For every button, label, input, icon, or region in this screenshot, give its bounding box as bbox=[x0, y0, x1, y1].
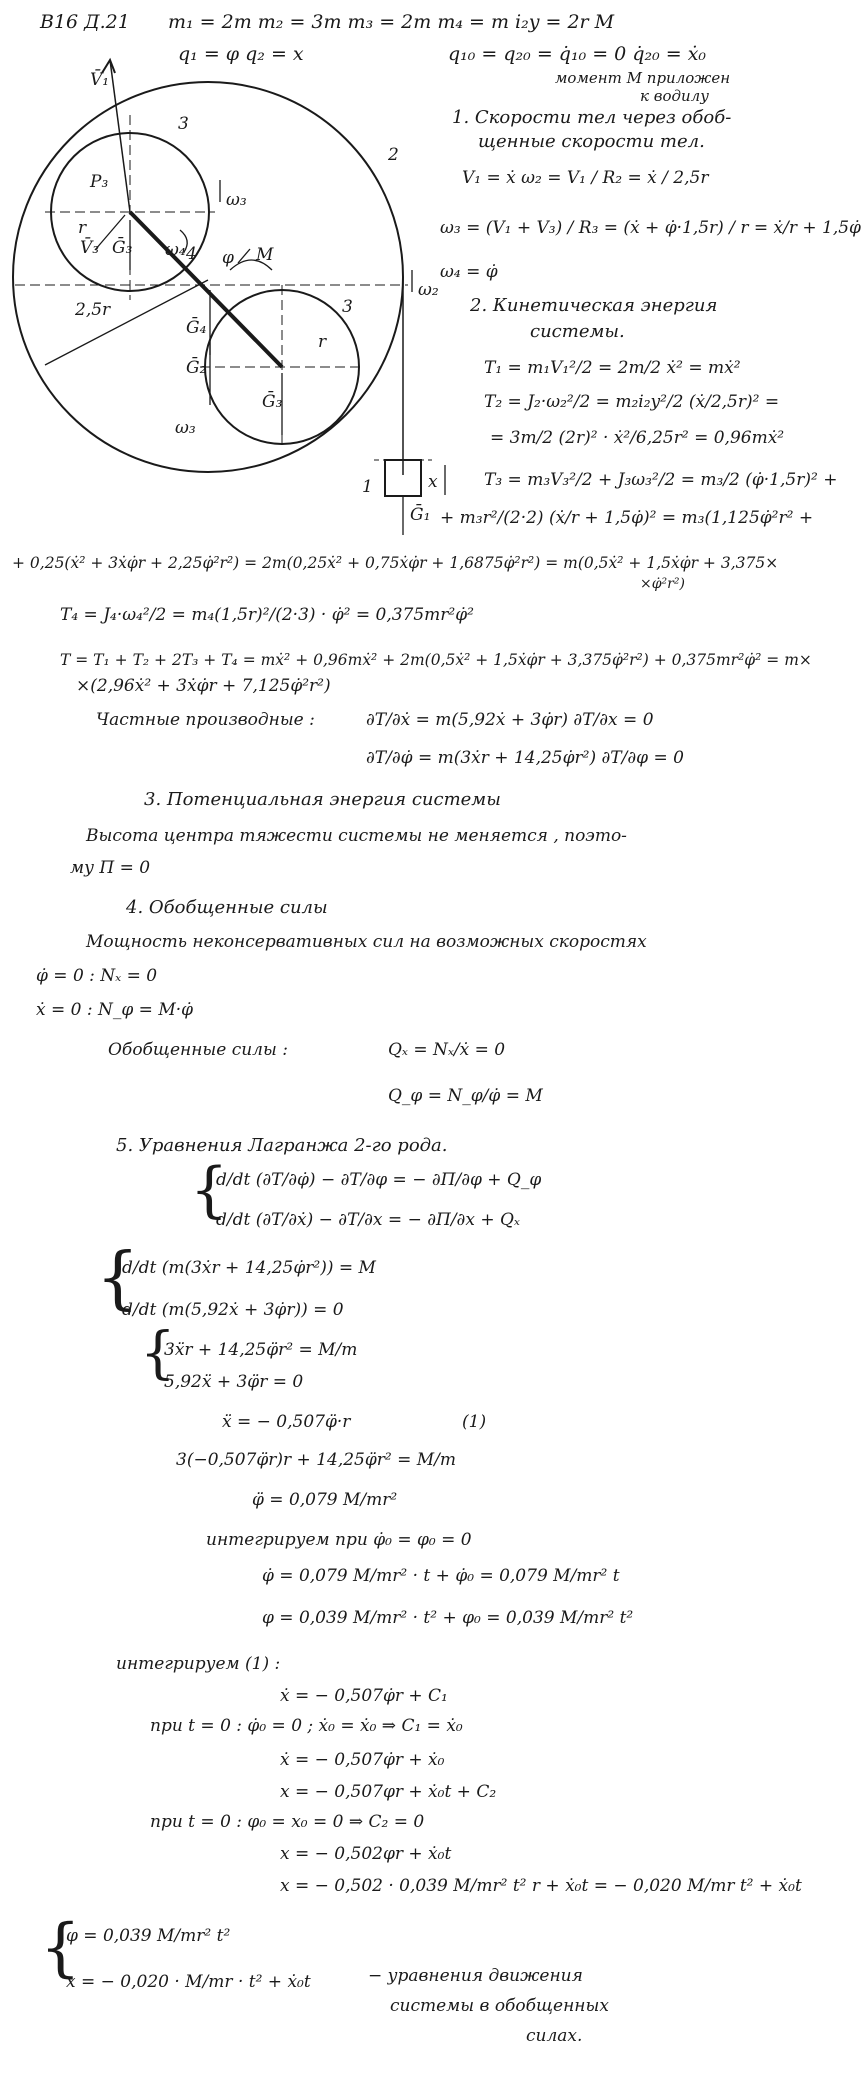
body3-bottom-number: 3 bbox=[342, 297, 353, 317]
omega4-label: ω₄ bbox=[165, 240, 186, 260]
eq-qphi: Q_φ = N_φ/φ̇ = M bbox=[388, 1086, 543, 1106]
section1-title-cont: щенные скорости тел. bbox=[478, 131, 705, 152]
eq-t3d: ×φ̇²r²) bbox=[640, 576, 685, 592]
coords-line: q₁ = φ q₂ = x bbox=[178, 43, 304, 65]
eq-nphi: ẋ = 0 : N_φ = M·φ̇ bbox=[36, 1000, 194, 1020]
partial-derivatives-label: Частные производные : bbox=[96, 710, 315, 730]
eq-e2: 5,92ẍ + 3φ̈r = 0 bbox=[164, 1372, 304, 1392]
eq-e1: 3ẍr + 14,25φ̈r² = M/m bbox=[164, 1340, 358, 1360]
omega2-label: ω₂ bbox=[418, 280, 439, 300]
eq-xd1: ẋ = − 0,507φ̇r + C₁ bbox=[280, 1686, 448, 1706]
eq-lagrange-x: d/dt (∂T/∂ẋ) − ∂T/∂x = − ∂П/∂x + Qₓ bbox=[216, 1210, 520, 1230]
eq-t2a: T₂ = J₂·ω₂²/2 = m₂i₂y²/2 (ẋ/2,5r)² = bbox=[484, 392, 780, 412]
eq-x3: x = − 0,502 · 0,039 M/mr² t² r + ẋ₀t = − 0,020 M/mr t² + ẋ₀t bbox=[280, 1876, 802, 1896]
g3-top-label: Ḡ₃ bbox=[112, 238, 133, 258]
body4-number: 4 bbox=[186, 244, 197, 264]
brace-system-1: { bbox=[96, 1239, 140, 1318]
integrate-note-2: интегрируем (1) : bbox=[116, 1654, 281, 1674]
eq-t3b: + m₃r²/(2·2) (ẋ/r + 1,5φ̇)² = m₃(1,125φ̇²r² + bbox=[440, 508, 814, 528]
eq-phi: φ = 0,039 M/mr² · t² + φ₀ = 0,039 M/mr² t² bbox=[262, 1608, 634, 1628]
eq-system-phi: d/dt (m(3ẋr + 14,25φ̇r²)) = M bbox=[122, 1258, 376, 1278]
eq-qx: Qₓ = Nₓ/ẋ = 0 bbox=[388, 1040, 506, 1060]
brace-system-2: { bbox=[140, 1321, 176, 1386]
initial-conditions: q₁₀ = q₂₀ = q̇₁₀ = 0 q̇₂₀ = ẋ₀ bbox=[448, 43, 707, 65]
v3-label: V̄₃ bbox=[80, 238, 100, 258]
eq-xd2: ẋ = − 0,507φ̇r + ẋ₀ bbox=[280, 1750, 445, 1770]
variant-label: В16 Д.21 bbox=[40, 11, 130, 33]
section2-title: 2. Кинетическая энергия bbox=[470, 295, 718, 316]
mechanism-diagram bbox=[0, 55, 450, 525]
eq-phidd: φ̈ = 0,079 M/mr² bbox=[252, 1490, 398, 1510]
eq-t4: T₄ = J₄·ω₄²/2 = m₄(1,5r)²/(2·3) · φ̇² = 0,375mr²φ̇² bbox=[60, 605, 474, 625]
r-top-label: r bbox=[78, 218, 87, 238]
masses-line: m₁ = 2m m₂ = 3m m₃ = 2m m₄ = m i₂y = 2r M bbox=[168, 11, 615, 33]
initial-at-t0-b: при t = 0 : φ₀ = x₀ = 0 ⇒ C₂ = 0 bbox=[150, 1812, 425, 1832]
conclusion-3: силах. bbox=[526, 2026, 583, 2046]
conclusion-1: − уравнения движения bbox=[368, 1966, 583, 1986]
g4-label: Ḡ₄ bbox=[186, 318, 207, 338]
section3-text-1: Высота центра тяжести системы не меняется , поэто- bbox=[86, 826, 627, 846]
eq-t2b: = 3m/2 (2r)² · ẋ²/6,25r² = 0,96mẋ² bbox=[490, 428, 785, 448]
eq-t-total: T = T₁ + T₂ + 2T₃ + T₄ = mẋ² + 0,96mẋ² + 2m(0,5ẋ² + 1,5ẋφ̇r + 3,375φ̇²r²) + 0,375mr²φ̇² = m× bbox=[60, 651, 812, 669]
eq-final-phi: φ = 0,039 M/mr² t² bbox=[66, 1926, 231, 1946]
radius-2-5r bbox=[45, 280, 208, 365]
omega3-bottom-label: ω₃ bbox=[175, 418, 196, 438]
note-carrier: к водилу bbox=[640, 87, 709, 105]
eq-lagrange-phi: d/dt (∂T/∂φ̇) − ∂T/∂φ = − ∂П/∂φ + Q_φ bbox=[216, 1170, 542, 1190]
eq-omega3: ω₃ = (V₁ + V₃) / R₃ = (ẋ + φ̇·1,5r) / r = ẋ/r + 1,5φ̇ bbox=[440, 218, 861, 238]
eq-xdd: ẍ = − 0,507φ̈·r bbox=[222, 1412, 351, 1432]
brace-lagrange: { bbox=[190, 1155, 229, 1225]
body1-number: 1 bbox=[362, 477, 373, 497]
generalized-forces-label: Обобщенные силы : bbox=[108, 1040, 288, 1060]
x-label: x bbox=[428, 472, 438, 492]
eq-x2: x = − 0,502φr + ẋ₀t bbox=[280, 1844, 452, 1864]
v1-label: V̄₁ bbox=[90, 70, 110, 90]
eq-phid: φ̇ = 0,079 M/mr² · t + φ̇₀ = 0,079 M/mr² t bbox=[262, 1566, 620, 1586]
eq-v1-omega2: V₁ = ẋ ω₂ = V₁ / R₂ = ẋ / 2,5r bbox=[462, 168, 709, 188]
conclusion-2: системы в обобщенных bbox=[390, 1996, 609, 2016]
velocity-v1 bbox=[110, 60, 130, 212]
section3-text-2: му П = 0 bbox=[70, 858, 151, 878]
g1-label: Ḡ₁ bbox=[410, 505, 431, 525]
integrate-note-1: интегрируем при φ̇₀ = φ₀ = 0 bbox=[206, 1530, 472, 1550]
body3-top-number: 3 bbox=[178, 114, 189, 134]
eq-final-x: x = − 0,020 · M/mr · t² + ẋ₀t bbox=[66, 1972, 311, 1992]
initial-at-t0-a: при t = 0 : φ̇₀ = 0 ; ẋ₀ = ẋ₀ ⇒ C₁ = ẋ₀ bbox=[150, 1716, 463, 1736]
eq-t-total-cont: ×(2,96ẋ² + 3ẋφ̇r + 7,125φ̇²r²) bbox=[76, 676, 331, 696]
eq-t3c: + 0,25(ẋ² + 3ẋφ̇r + 2,25φ̇²r²) = 2m(0,25ẋ² + 0,75ẋφ̇r + 1,6875φ̇²r²) = m(0,5ẋ² + 1,5ẋφ̇r + 3,375× bbox=[12, 554, 779, 572]
eq-partial-x: ∂T/∂ẋ = m(5,92ẋ + 3φ̇r) ∂T/∂x = 0 bbox=[366, 710, 654, 730]
g3-bottom-label: Ḡ₃ bbox=[262, 392, 283, 412]
omega3-label: ω₃ bbox=[226, 190, 247, 210]
g2-label: Ḡ₂ bbox=[186, 358, 207, 378]
body2-number: 2 bbox=[388, 145, 399, 165]
note-moment: момент M приложен bbox=[555, 69, 731, 87]
brace-final: { bbox=[40, 1911, 81, 1985]
phi-label: φ bbox=[222, 248, 234, 268]
eq-system-x: d/dt (m(5,92ẋ + 3φ̇r)) = 0 bbox=[122, 1300, 344, 1320]
eq-nx: φ̇ = 0 : Nₓ = 0 bbox=[36, 966, 158, 986]
eq-t3a: T₃ = m₃V₃²/2 + J₃ω₃²/2 = m₃/2 (φ̇·1,5r)² + bbox=[484, 470, 838, 490]
eq-t1: T₁ = m₁V₁²/2 = 2m/2 ẋ² = mẋ² bbox=[484, 358, 741, 378]
eq-partial-phi: ∂T/∂φ̇ = m(3ẋr + 14,25φ̇r²) ∂T/∂φ = 0 bbox=[366, 748, 684, 768]
eq-omega4: ω₄ = φ̇ bbox=[440, 262, 498, 282]
moment-label: M bbox=[256, 245, 274, 265]
section3-title: 3. Потенциальная энергия системы bbox=[144, 789, 501, 810]
section5-title: 5. Уравнения Лагранжа 2-го рода. bbox=[116, 1135, 448, 1156]
eq-x1: x = − 0,507φr + ẋ₀t + C₂ bbox=[280, 1782, 497, 1802]
eq-substitution: 3(−0,507φ̈r)r + 14,25φ̈r² = M/m bbox=[176, 1450, 457, 1470]
section4-text: Мощность неконсервативных сил на возможных скоростях bbox=[86, 932, 647, 952]
p3-label: P₃ bbox=[90, 172, 109, 192]
section4-title: 4. Обобщенные силы bbox=[126, 897, 328, 918]
section2-title-cont: системы. bbox=[530, 321, 625, 342]
eq-number-1: (1) bbox=[462, 1412, 487, 1432]
section1-title: 1. Скорости тел через обоб- bbox=[452, 107, 732, 128]
radius-label: 2,5r bbox=[75, 300, 111, 320]
r-bottom-label: r bbox=[318, 332, 327, 352]
